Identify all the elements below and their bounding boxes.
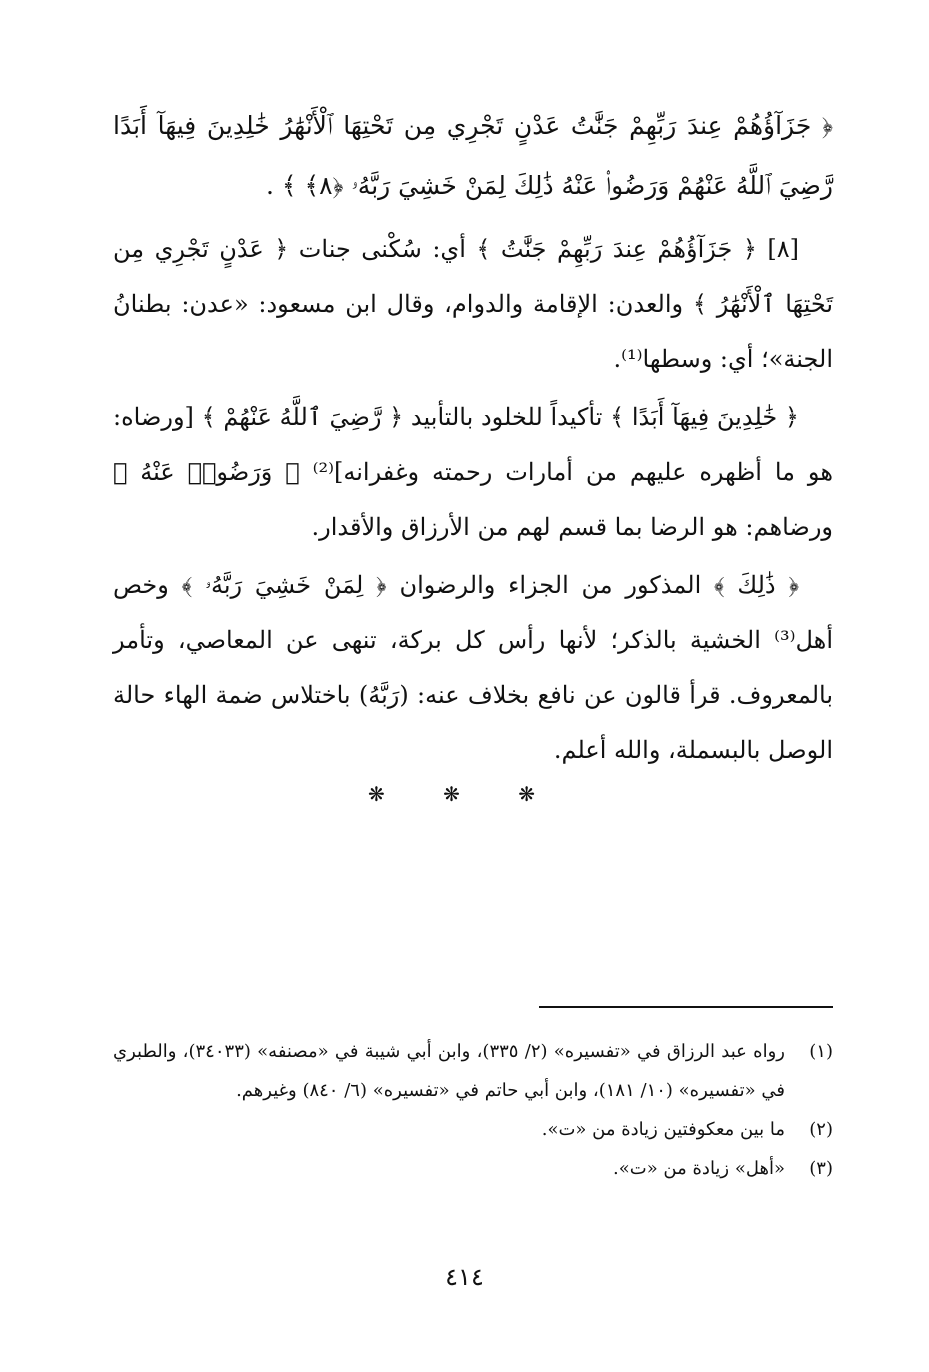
footnote-text: «أهل» زيادة من «ت». [613,1158,785,1179]
footnote-text: رواه عبد الرزاق في «تفسيره» (٢/ ٣٣٥)، وابن أبي شيبة في «مصنفه» (٣٤٠٣٣)، والطبري في «تفسيره» (١٠/ ١٨١)، وابن أبي حاتم في «تفسيره» (٦/ ٨٤٠) وغيرهم. [113,1041,785,1101]
commentary-paragraph-3: ﴿ ذَٰلِكَ ﴾ المذكور من الجزاء والرضوان ﴿ لِمَنْ خَشِيَ رَبَّهُۥ ﴾ وخص أهل⁽³⁾ الخشية بالذكر؛ لأنها رأس كل بركة، تنهى عن المعاصي، وتأمر بالمعروف. قرأ قالون عن نافع بخلاف عنه: (رَبَّهُ) باختلاس ضمة الهاء حالة الوصل بالبسملة، والله أعلم. [113,571,833,764]
page-number: ٤١٤ [445,1263,484,1291]
footnote-2 [113,1110,833,1149]
commentary-paragraph-1: [٨] ﴿ جَزَآؤُهُمْ عِندَ رَبِّهِمْ جَنَّٰتُ ﴾ أي: سُكْنى جنات ﴿ عَدْنٍ تَجْرِي مِن تَحْتِهَا ٱلْأَنْهَٰرُ ﴾ والعدن: الإقامة والدوام، وقال ابن مسعود: «عدن: بطنانُ الجنة»؛ أي: وسطها⁽¹⁾. [113,235,833,373]
quran-verse: ﴿ جَزَآؤُهُمْ عِندَ رَبِّهِمْ جَنَّٰتُ عَدْنٍ تَجْرِي مِن تَحْتِهَا ٱلْأَنْهَٰرُ خَٰلِدِينَ فِيهَآ أَبَدًا رَّضِيَ ٱللَّهُ عَنْهُمْ وَرَضُوا۟ عَنْهُ ذَٰلِكَ لِمَنْ خَشِيَ رَبَّهُۥ ﴿٨﴾ ﴾ . [113,111,833,200]
footnote-3 [113,1149,833,1188]
footnote-divider [539,1006,833,1008]
footnote-number: (١) [809,1041,833,1062]
commentary-paragraph-2: ﴿ خَٰلِدِينَ فِيهَآ أَبَدًا ﴾ تأكيداً للخلود بالتأبيد ﴿ رَّضِيَ ٱللَّهُ عَنْهُمْ ﴾ [ورضاه: هو ما أظهره عليهم من أمارات رحمته وغفرانه]⁽²⁾ ﴿ وَرَضُوا۟ عَنْهُ ﴾ ورضاهم: هو الرضا بما قسم لهم من الأرزاق والأقدار. [113,403,833,541]
footnote-text: ما بين معكوفتين زيادة من «ت». [541,1119,785,1140]
footnote-number: (٢) [809,1119,833,1140]
footnote-number: (٣) [809,1158,833,1179]
section-separator: ❋ ❋ ❋ [368,782,561,806]
footnotes [113,1032,833,1188]
footnote-1 [113,1032,833,1110]
